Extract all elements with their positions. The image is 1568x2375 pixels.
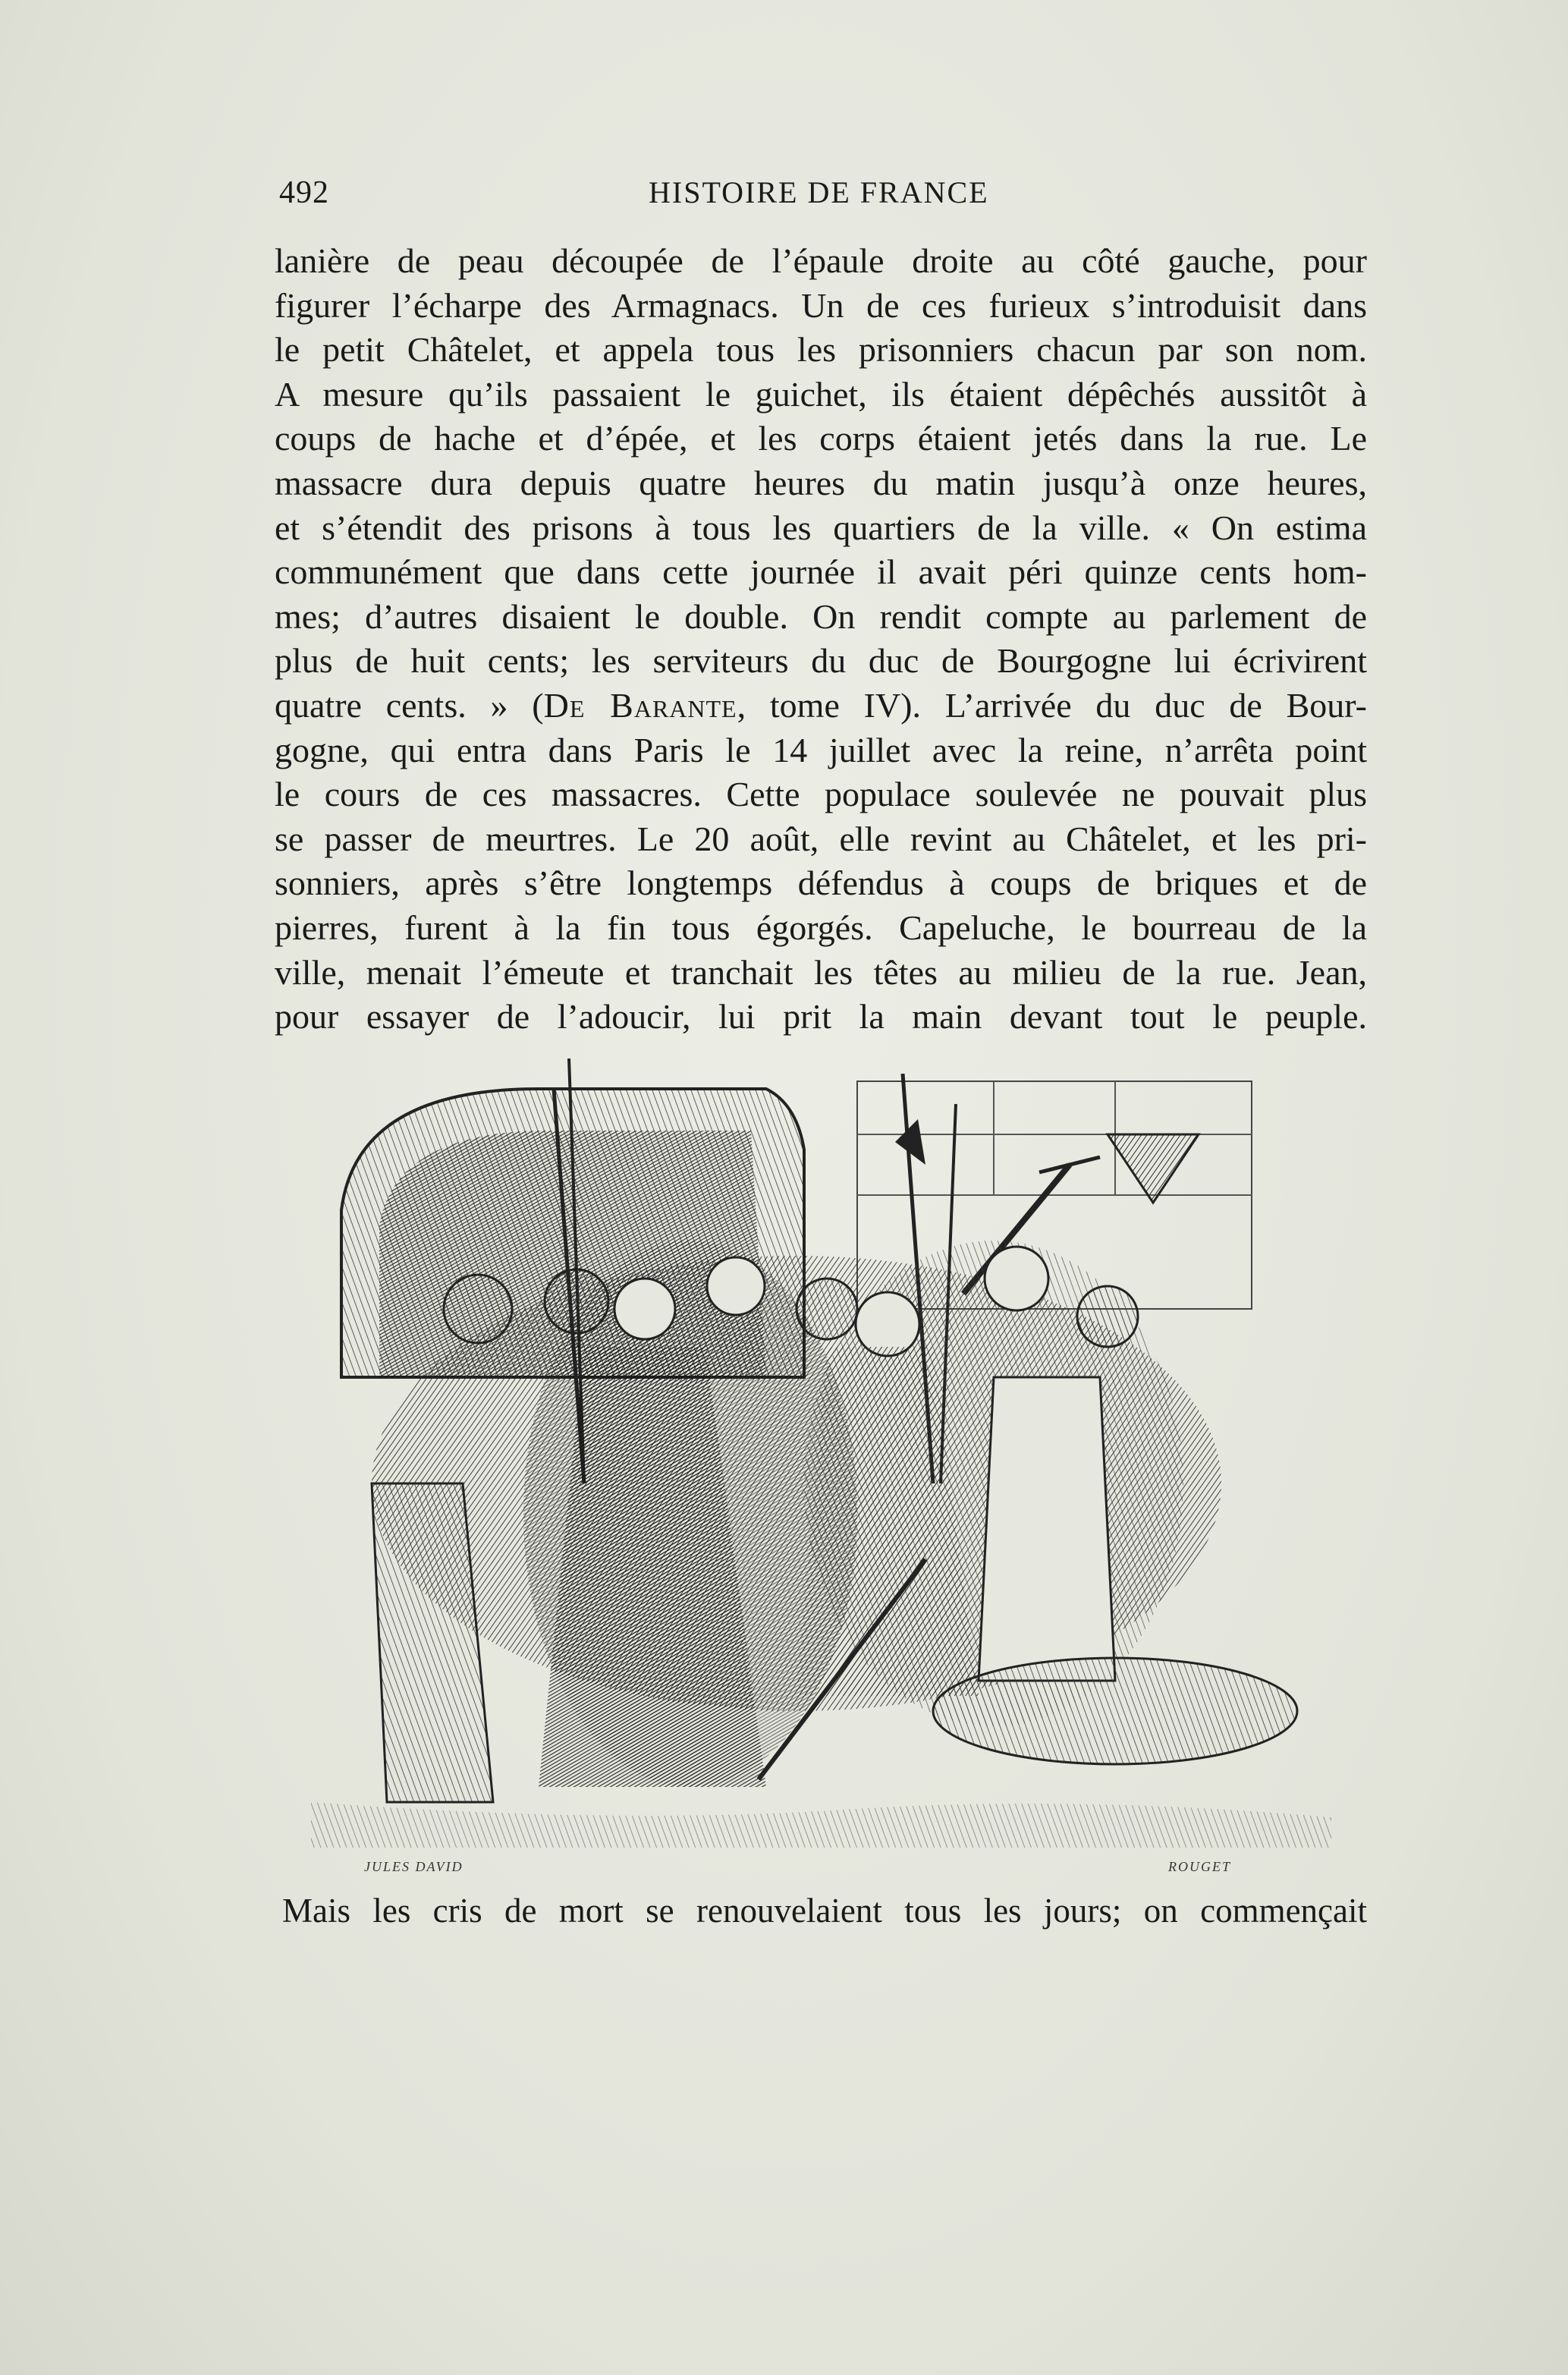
text-line: pour essayer de l’adoucir, lui prit la main devant tout le peuple. — [275, 997, 1367, 1037]
citation-author: De Barante — [543, 685, 737, 725]
text-line: le petit Châtelet, et appela tous les prisonniers chacun par son nom. — [275, 330, 1367, 370]
text-line: lanière de peau découpée de l’épaule droite au côté gauche, pour — [275, 241, 1367, 280]
text-line: le cours de ces massacres. Cette populace soulevée ne pouvait plus — [275, 775, 1367, 814]
engraver-signature: ROUGET — [1168, 1859, 1231, 1874]
text-line: massacre dura depuis quatre heures du matin jusqu’à onze heures, — [275, 463, 1367, 502]
text-line: mes; d’autres disaient le double. On rendit compte au parlement de — [275, 596, 1367, 636]
text-line: sonniers, après s’être longtemps défendus à coups de briques et de — [275, 863, 1367, 903]
text-line: plus de huit cents; les serviteurs du duc de Bourgogne lui écrivirent — [275, 641, 1367, 681]
engraving-illustration — [311, 1059, 1331, 1874]
engraving-drawing — [311, 1059, 1331, 1874]
text-line: se passer de meurtres. Le 20 août, elle revint au Châtelet, et les pri- — [275, 819, 1367, 858]
citation-after: , tome IV). L’arrivée du duc de Bour- — [737, 685, 1367, 725]
text-line: ville, menait l’émeute et tranchait les têtes au milieu de la rue. Jean, — [275, 952, 1367, 992]
citation-before: quatre cents. » ( — [275, 685, 544, 725]
text-line: et s’étendit des prisons à tous les quartiers de la ville. « On estima — [275, 508, 1367, 547]
text-line: coups de hache et d’épée, et les corps étaient jetés dans la rue. Le — [275, 419, 1367, 458]
page-number: 492 — [279, 175, 329, 210]
text-line: gogne, qui entra dans Paris le 14 juillet avec la reine, n’arrêta point — [275, 730, 1367, 769]
text-line: A mesure qu’ils passaient le guichet, ils étaient dépêchés aussitôt à — [275, 374, 1367, 414]
text-line: pierres, furent à la fin tous égorgés. Capeluche, le bourreau de la — [275, 908, 1367, 947]
page-header — [273, 175, 1373, 220]
text-line: communément que dans cette journée il avait péri quinze cents hom- — [275, 552, 1367, 592]
continuation-line: Mais les cris de mort se renouvelaient tous les jours; on commençait — [282, 1892, 1367, 1930]
text-line-citation — [275, 684, 1367, 728]
running-title: HISTOIRE DE FRANCE — [649, 175, 989, 209]
illustrator-signature: JULES DAVID — [364, 1859, 463, 1874]
text-line: figurer l’écharpe des Armagnacs. Un de ces furieux s’introduisit dans — [275, 285, 1367, 325]
body-text — [275, 239, 1367, 1040]
